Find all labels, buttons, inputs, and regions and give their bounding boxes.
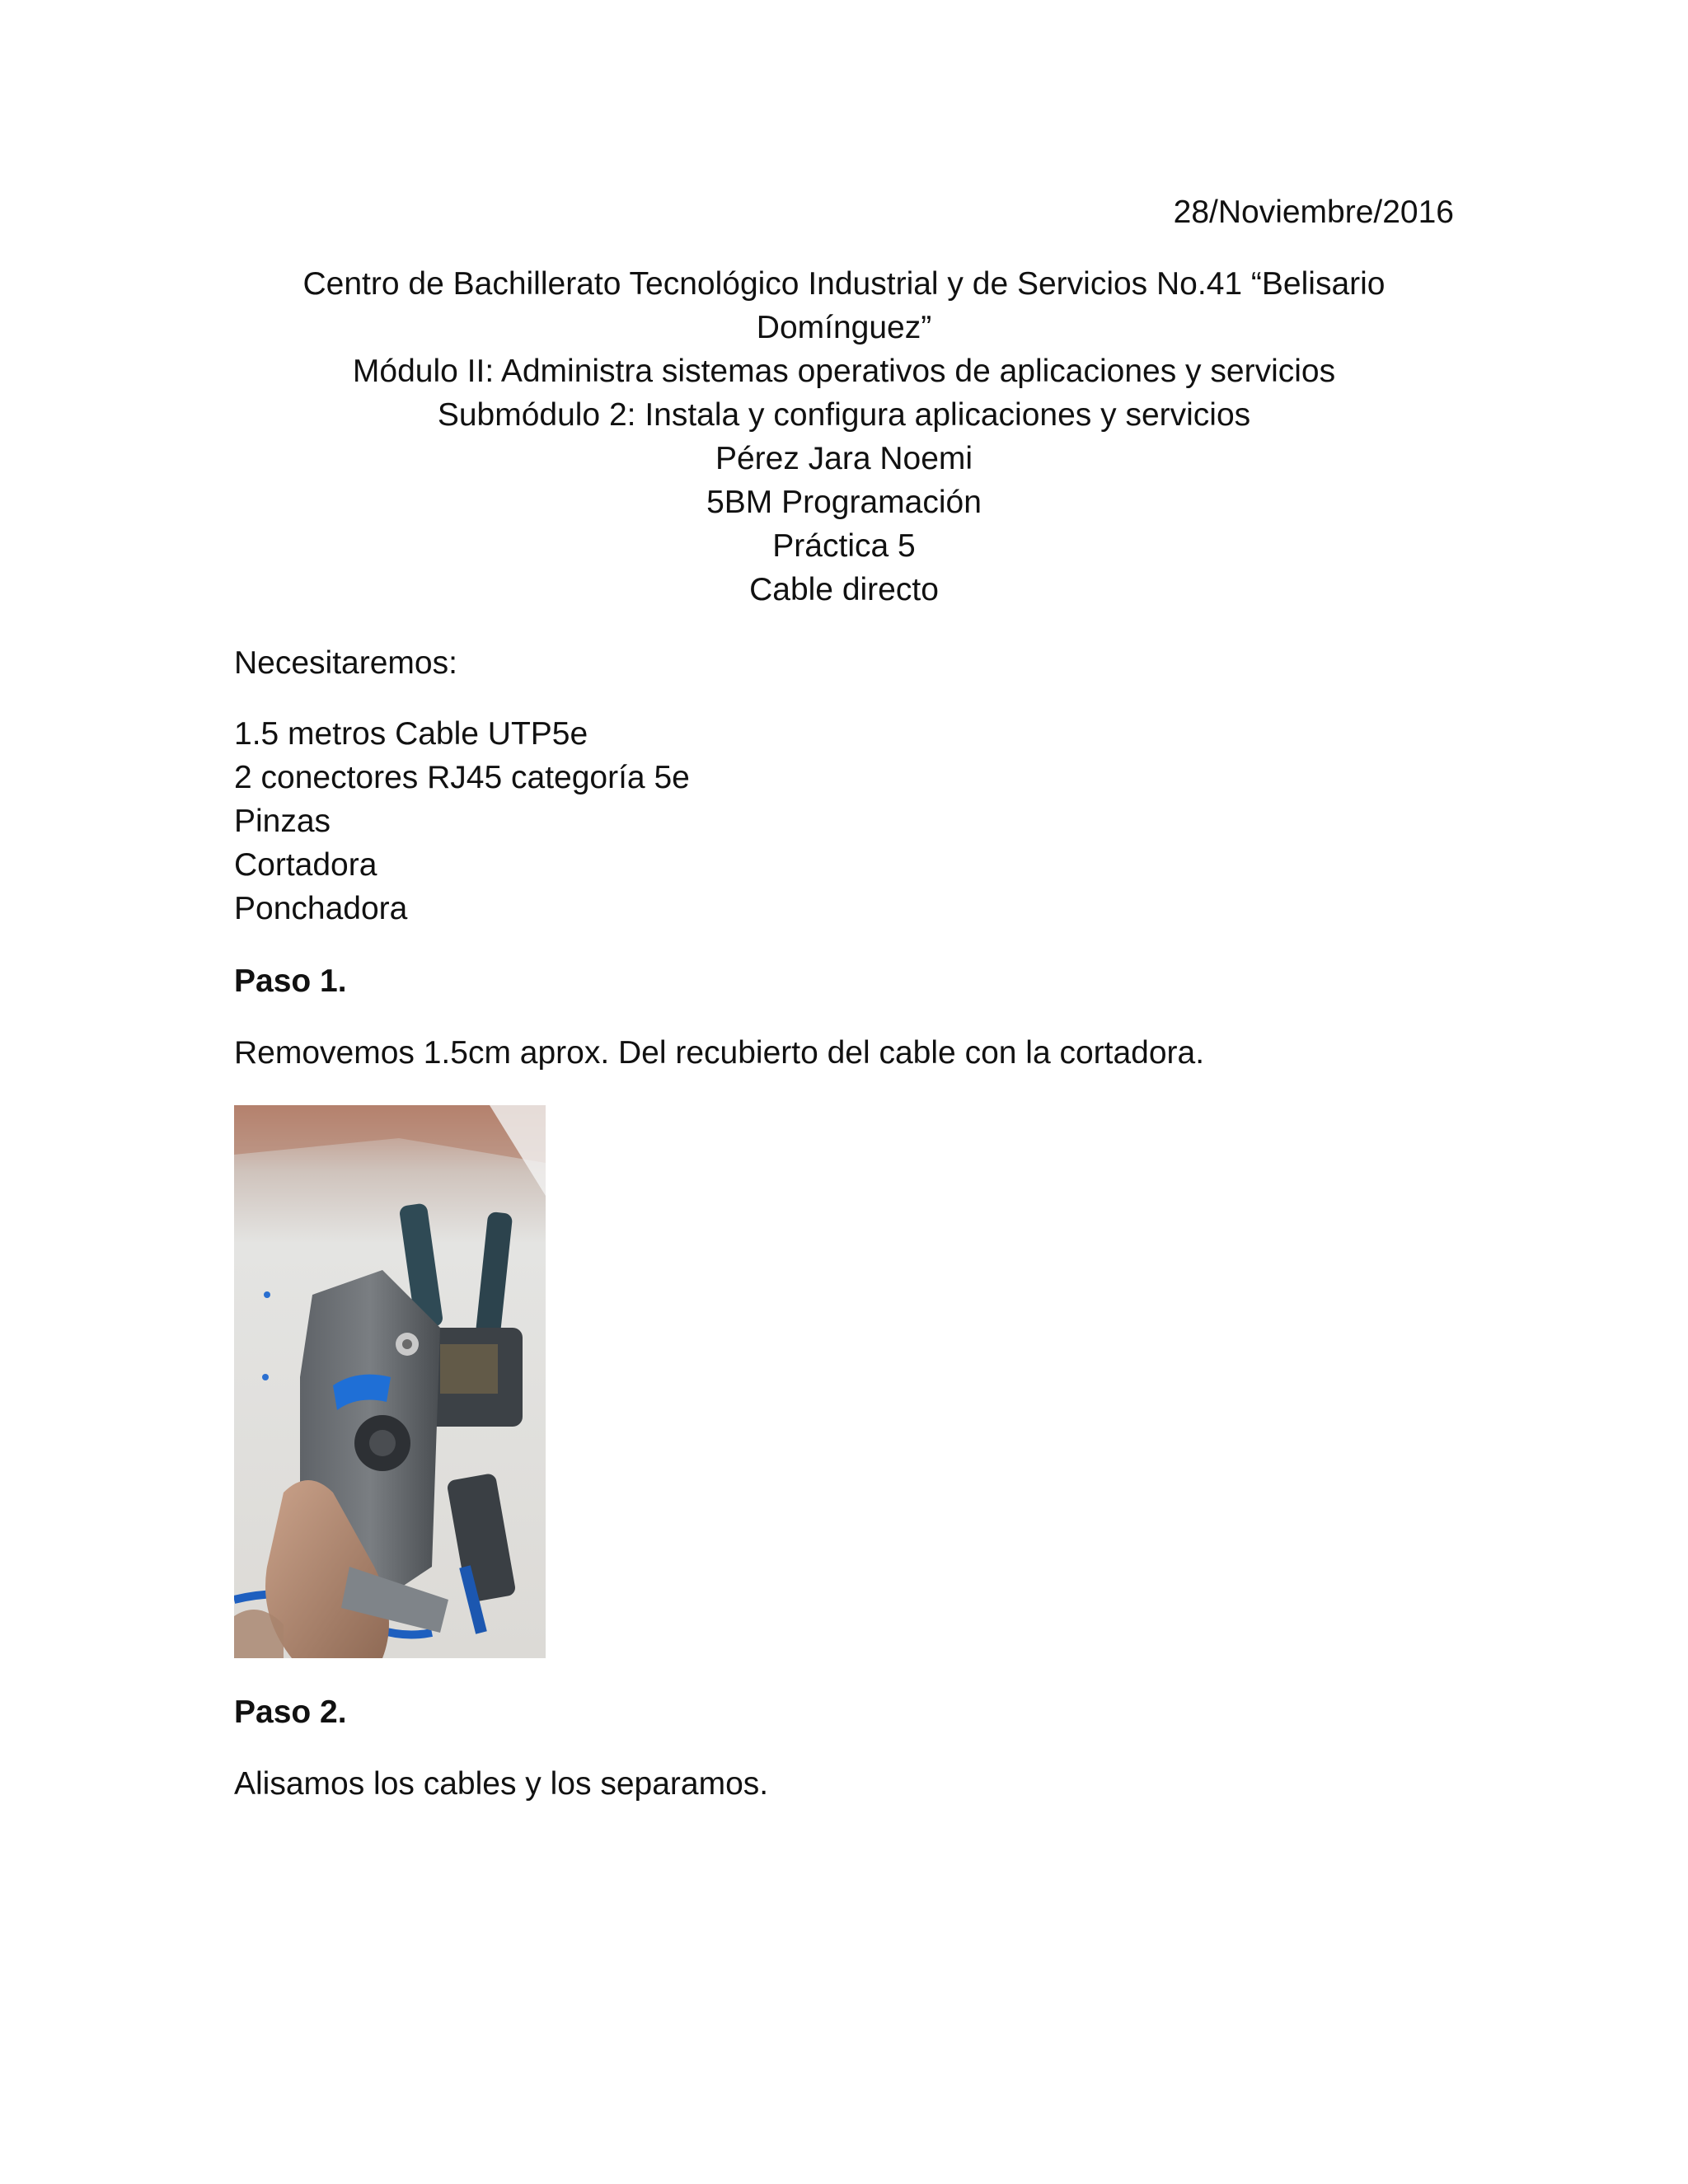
list-item: 1.5 metros Cable UTP5e [234,716,588,752]
student-name: Pérez Jara Noemi [715,441,973,476]
crimping-tool-photo [234,1105,546,1658]
module-title: Módulo II: Administra sistemas operativos de aplicaciones y servicios [352,354,1336,389]
submodule-title: Submódulo 2: Instala y configura aplicaciones y servicios [437,397,1251,433]
materials-heading: Necesitaremos: [234,645,457,681]
step-1-text: Removemos 1.5cm aprox. Del recubierto del cable con la cortadora. [234,1035,1205,1071]
school-name-line-2: Domínguez” [756,310,932,345]
list-item: Ponchadora [234,891,408,926]
practice-topic: Cable directo [749,572,939,607]
photo-illustration [234,1105,546,1658]
document-header [234,262,1454,612]
document-date: 28/Noviembre/2016 [1173,194,1454,230]
list-item: Cortadora [234,847,377,883]
step-1-title: Paso 1. [234,963,347,999]
list-item: 2 conectores RJ45 categoría 5e [234,760,690,795]
materials-list [234,712,690,930]
school-name-line-1: Centro de Bachillerato Tecnológico Industrial y de Servicios No.41 “Belisario [302,266,1386,302]
list-item: Pinzas [234,804,331,839]
step-2-title: Paso 2. [234,1694,347,1730]
practice-number: Práctica 5 [772,528,916,564]
group-name: 5BM Programación [706,485,982,520]
step-2-text: Alisamos los cables y los separamos. [234,1766,769,1802]
